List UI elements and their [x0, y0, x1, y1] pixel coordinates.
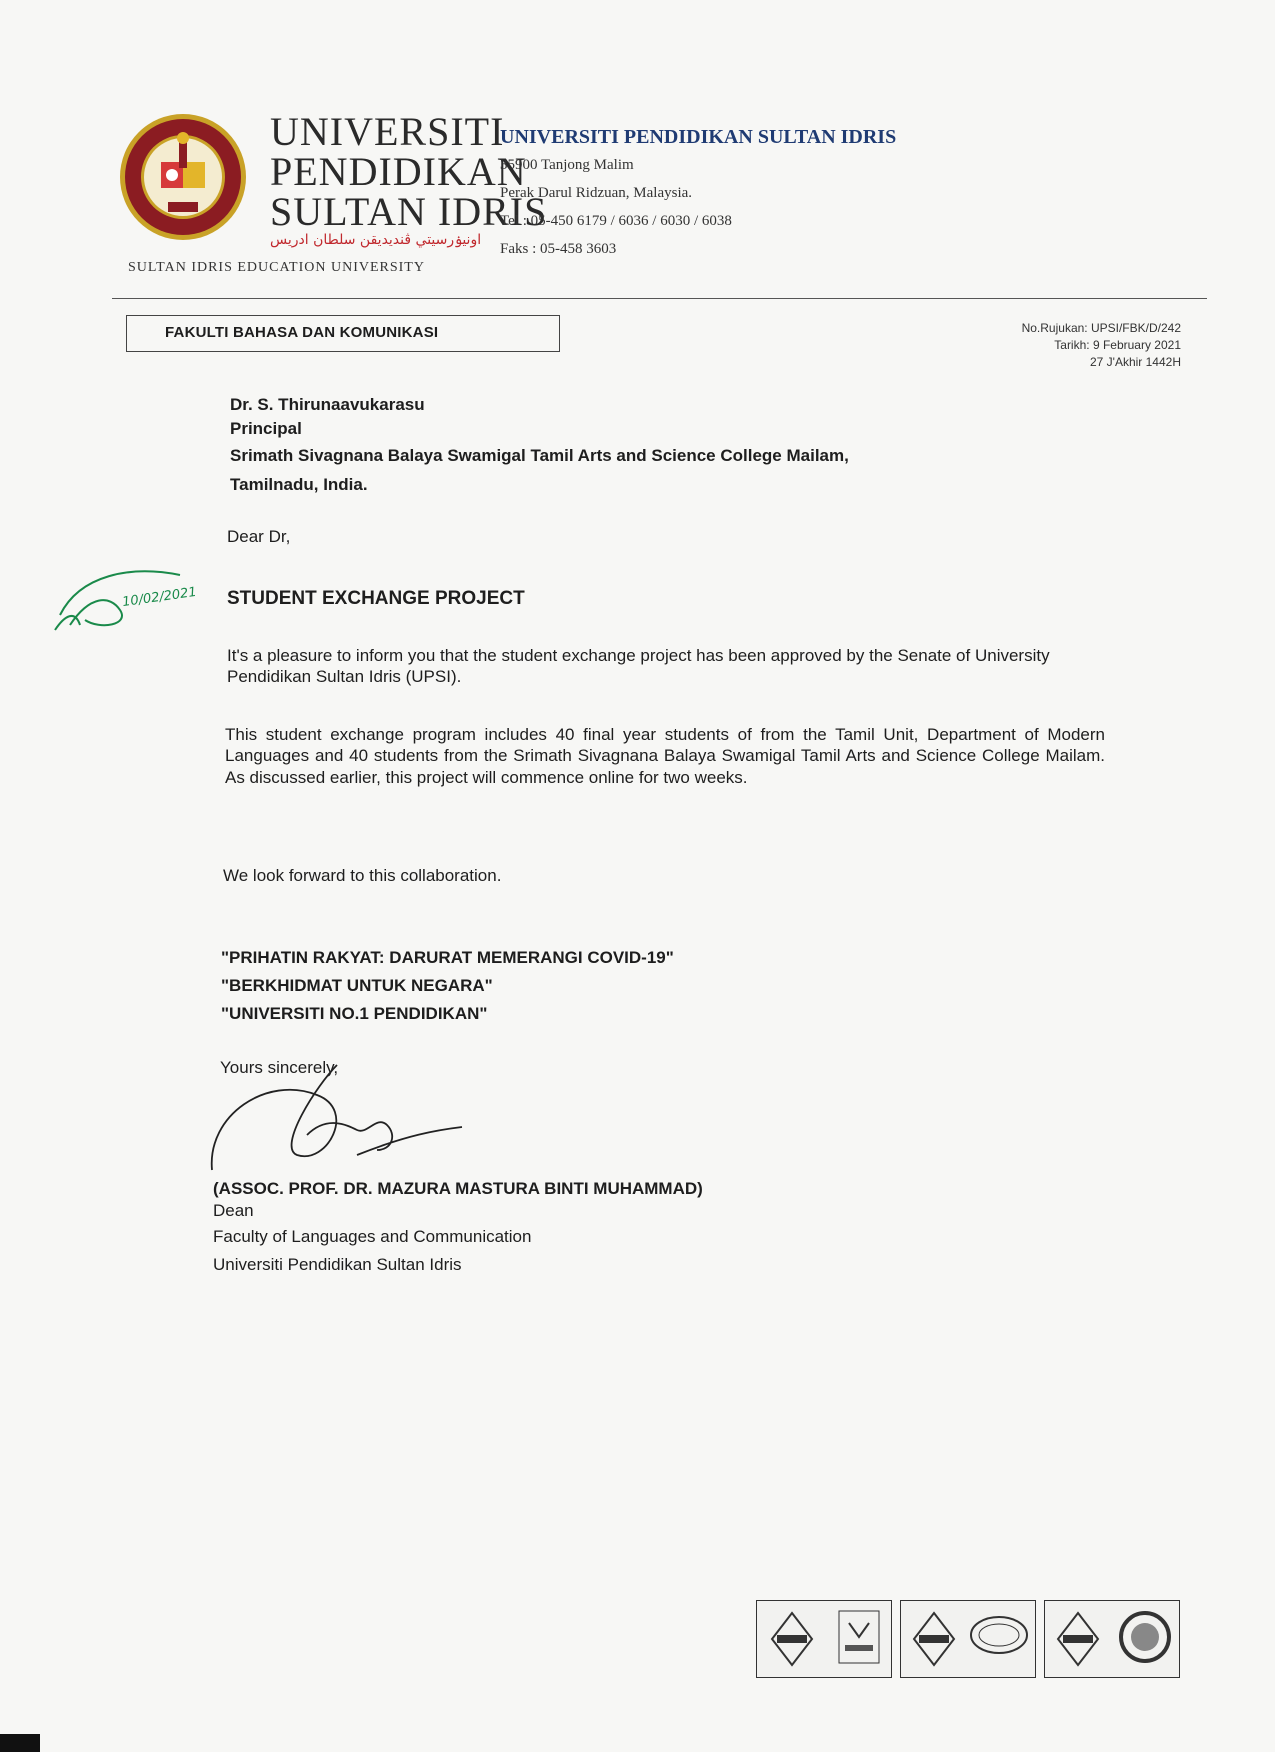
paragraph-1: It's a pleasure to inform you that the student exchange project has been approved by the Senate of University Pendidikan Sultan Idris (UPSI).: [227, 646, 1050, 687]
signature: [207, 1055, 467, 1175]
motto-1: "PRIHATIN RAKYAT: DARURAT MEMERANGI COVID-19": [221, 948, 674, 967]
closing: Yours sincerely,: [220, 1058, 339, 1077]
logo-jawi-text: اونيۏرسيتي ڤنديديقن سلطان ادريس: [270, 232, 482, 248]
scan-edge-mark: [0, 1734, 40, 1752]
certification-badge-2: [900, 1600, 1036, 1678]
address-line-2: Perak Darul Ridzuan, Malaysia.: [500, 185, 693, 201]
logo-word-3: SULTAN IDRIS: [270, 189, 548, 234]
paragraph-2: This student exchange program includes 40 final year students of from the Tamil Unit, Department of Modern Languages and 40 students from the Srimath Sivagnana Balaya Swamigal Tamil Arts and Science College Mailam. As discussed earlier, this project will commence online for two weeks.: [225, 725, 1105, 787]
recipient-title: Principal: [230, 419, 302, 438]
quality-seal-icon: [1045, 1601, 1179, 1677]
address-phone: Tel : 05-450 6179 / 6036 / 6030 / 6038: [500, 213, 732, 229]
paragraph-3: We look forward to this collaboration.: [223, 866, 502, 885]
logo-word-1: UNIVERSITI: [270, 109, 505, 154]
recipient-name: Dr. S. Thirunaavukarasu: [230, 395, 425, 414]
signatory-title: Dean: [213, 1201, 254, 1220]
signatory-name: (ASSOC. PROF. DR. MAZURA MASTURA BINTI MUHAMMAD): [213, 1179, 703, 1198]
letter-subject: STUDENT EXCHANGE PROJECT: [227, 588, 525, 609]
certification-badge-3: [1044, 1600, 1180, 1678]
letter-date: Tarikh: 9 February 2021: [1054, 338, 1181, 352]
signatory-faculty: Faculty of Languages and Communication: [213, 1227, 532, 1246]
logo-tagline: SULTAN IDRIS EDUCATION UNIVERSITY: [128, 260, 425, 275]
logo-word-2: PENDIDIKAN: [270, 149, 527, 194]
certification-badge-1: [756, 1600, 892, 1678]
handwritten-date: 10/02/2021: [121, 584, 198, 611]
faculty-label: FAKULTI BAHASA DAN KOMUNIKASI: [126, 315, 560, 352]
quality-standards-icon: [901, 1601, 1035, 1677]
salutation: Dear Dr,: [227, 527, 291, 546]
header-divider: [112, 298, 1207, 299]
address-fax: Faks : 05-458 3603: [500, 241, 617, 257]
signatory-university: Universiti Pendidikan Sultan Idris: [213, 1255, 462, 1274]
motto-3: "UNIVERSITI NO.1 PENDIDIKAN": [221, 1004, 488, 1023]
quality-system-icon: [757, 1601, 891, 1677]
university-title: UNIVERSITI PENDIDIKAN SULTAN IDRIS: [500, 126, 897, 148]
recipient-institution: Srimath Sivagnana Balaya Swamigal Tamil Arts and Science College Mailam,: [230, 446, 849, 465]
motto-2: "BERKHIDMAT UNTUK NEGARA": [221, 976, 493, 995]
address-line-1: 35900 Tanjong Malim: [500, 157, 634, 173]
university-seal-logo: [118, 112, 248, 242]
hijri-date: 27 J'Akhir 1442H: [1089, 355, 1181, 369]
reference-number: No.Rujukan: UPSI/FBK/D/242: [1021, 321, 1181, 335]
recipient-location: Tamilnadu, India.: [230, 475, 368, 494]
certification-badges: [756, 1600, 1180, 1692]
